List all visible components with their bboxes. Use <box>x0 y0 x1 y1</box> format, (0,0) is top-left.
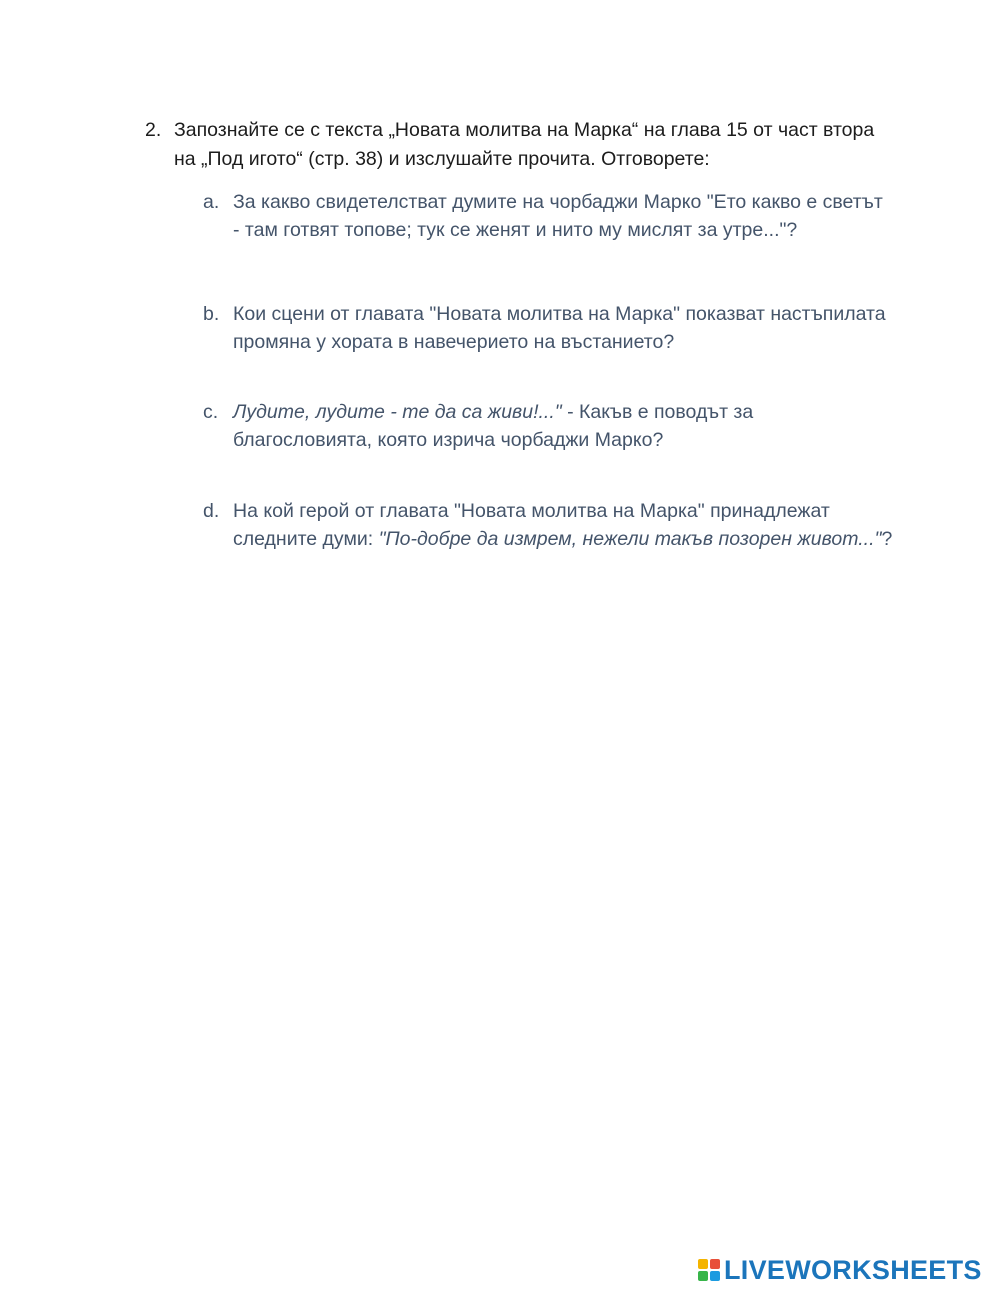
question-2 <box>145 116 875 174</box>
subquestion-a <box>203 188 893 244</box>
question-number: 2. <box>145 119 162 141</box>
subquestion-text-rest: - Какъв е поводът за благословията, която изрича чорбаджи Марко? <box>233 401 754 451</box>
logo-tile-l <box>698 1259 708 1269</box>
logo-tile-i <box>710 1259 720 1269</box>
subquestion-text-after: ? <box>881 528 893 550</box>
logo-tile-v <box>698 1271 708 1281</box>
subquestion-letter: a. <box>203 191 220 213</box>
liveworksheets-logo <box>698 1255 982 1285</box>
subquestion-text <box>233 497 893 553</box>
subquestion-c <box>203 398 893 454</box>
subquestion-text: Кои сцени от главата "Новата молитва на Марка" показват настъпилата промяна у хората в навечерието на въстанието? <box>233 303 886 353</box>
quote-italic: "По-добре да измрем, нежели такъв позорен живот..." <box>378 528 882 550</box>
subquestion-d <box>203 497 893 553</box>
logo-wordmark: LIVEWORKSHEETS <box>724 1254 982 1285</box>
subquestion-letter: c. <box>203 401 219 423</box>
logo-tiles-icon <box>698 1259 720 1281</box>
subquestion-letter: d. <box>203 500 220 522</box>
quote-italic: Лудите, лудите - те да са живи!..." <box>233 401 562 423</box>
logo-tile-e <box>710 1271 720 1281</box>
question-text: Запознайте се с текста „Новата молитва на Марка“ на глава 15 от част втора на „Под игото“ (стр. 38) и изслушайте прочита. Отговорете: <box>174 119 875 170</box>
subquestion-b <box>203 300 893 356</box>
subquestion-text <box>233 398 893 454</box>
subquestion-text: За какво свидетелстват думите на чорбаджи Марко "Ето какво е светът - там готвят топове; тук се женят и нито му мислят за утре..."? <box>233 191 883 241</box>
subquestion-text-before: На кой герой от главата "Новата молитва на Марка" принадлежат следните думи: <box>233 500 830 550</box>
subquestion-letter: b. <box>203 303 220 325</box>
